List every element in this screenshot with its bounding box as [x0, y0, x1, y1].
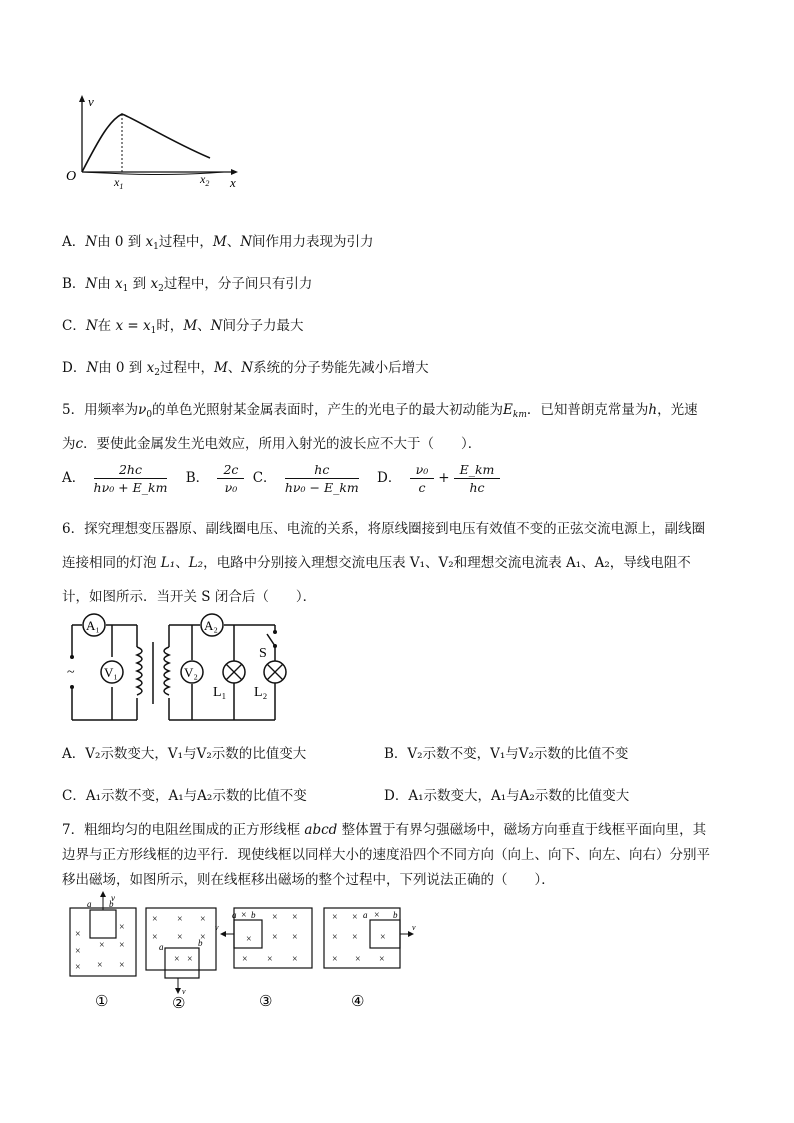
svg-text:v: v [111, 893, 115, 903]
q4-option-d[interactable]: D．N由 0 到 $x_2$过程中，M、N系统的分子势能先减小后增大 [62, 360, 429, 378]
figure-1-move-up [70, 891, 136, 1010]
svg-text:a: a [87, 899, 92, 909]
velocity-distance-graph [62, 92, 252, 197]
svg-text:×: × [200, 914, 206, 925]
svg-text:×: × [99, 940, 105, 951]
svg-text:v: v [215, 923, 219, 932]
svg-text:b: b [109, 899, 114, 909]
svg-text:×: × [352, 932, 358, 943]
graph-origin-label: O [66, 169, 77, 184]
q5-stem-line2: 为c．要使此金属发生光电效应，所用入射光的波长应不大于（ ）． [62, 436, 482, 452]
svg-text:×: × [246, 934, 252, 945]
figure-4-move-right [324, 908, 416, 1010]
lamp-l1 [223, 661, 245, 683]
svg-text:b: b [393, 910, 398, 920]
graph-y-label: v [88, 94, 94, 109]
svg-text:③: ③ [259, 994, 273, 1010]
svg-text:×: × [75, 946, 81, 957]
q7-stem-line2: 边界与正方形线框的边平行．现使线框以同样大小的速度沿四个不同方向（向上、向下、向左、向右）分别平 [62, 847, 710, 863]
q5-option-d-fraction-1: $\frac{\text{ν₀}}{c}$ [410, 462, 435, 495]
q5-option-b-fraction: $\frac{2c}{\text{ν₀}}$ [217, 462, 244, 495]
graph-x2-label: $x_2$ [200, 172, 210, 188]
svg-text:a: a [159, 942, 164, 952]
svg-text:×: × [332, 954, 338, 965]
q5-option-b[interactable]: B． $\frac{2c}{\text{ν₀}}$ [186, 470, 253, 486]
ammeter-a1-label: A₁ [86, 618, 100, 633]
magnetic-field-figures [62, 890, 432, 1020]
lamp-l2 [264, 661, 286, 683]
svg-text:×: × [352, 912, 358, 923]
graph-x1-label: $x_1$ [114, 175, 124, 191]
q5-stem-line1: 5．用频率为$\nu_0$的单色光照射某金属表面时，产生的光电子的最大初动能为$E_{km}$．已知普朗克常量为h，光速 [62, 402, 698, 420]
svg-text:×: × [75, 929, 81, 940]
svg-text:×: × [97, 960, 103, 971]
q5-option-d[interactable]: D． $\frac{\text{ν₀}}{c}$ + $\frac{E\_km}{hc}$ [377, 470, 504, 486]
svg-text:×: × [379, 954, 385, 965]
q6-stem-line3: 计，如图所示．当开关 S 闭合后（ ）． [62, 589, 317, 605]
svg-text:×: × [380, 932, 386, 943]
svg-text:b: b [198, 938, 203, 948]
q5-option-a[interactable]: A． $\frac{2hc}{\text{hν₀ + E\_km}}$ [62, 462, 168, 495]
svg-text:②: ② [172, 996, 186, 1012]
svg-text:×: × [242, 954, 248, 965]
svg-text:×: × [119, 940, 125, 951]
svg-text:b: b [251, 910, 256, 920]
svg-text:×: × [272, 912, 278, 923]
graph-curve [82, 114, 210, 172]
q7-stem-line1: 7．粗细均匀的电阻丝围成的正方形线框 abcd 整体置于有界匀强磁场中，磁场方向垂直于线框平面向里，其 [62, 822, 707, 838]
q6-option-d[interactable]: D．A₁示数变大，A₁与A₂示数的比值变大 [384, 788, 630, 804]
switch-s-label: S [259, 646, 267, 661]
q4-option-a[interactable]: A．N由 0 到 $x_1$过程中，M、N间作用力表现为引力 [62, 234, 374, 252]
svg-text:①: ① [95, 994, 109, 1010]
q7-stem-line3: 移出磁场，如图所示，则在线框移出磁场的整个过程中，下列说法正确的（ ）． [62, 872, 555, 888]
svg-text:×: × [152, 932, 158, 943]
svg-text:×: × [177, 932, 183, 943]
graph-y-arrow [79, 95, 85, 102]
voltmeter-v1-label: V₁ [104, 665, 118, 680]
svg-text:×: × [332, 932, 338, 943]
switch-s-blade [267, 634, 275, 646]
svg-text:×: × [292, 932, 298, 943]
svg-text:×: × [355, 954, 361, 965]
lamp-l2-label: L₂ [254, 685, 268, 700]
q5-options [62, 462, 504, 495]
q6-option-c[interactable]: C．A₁示数不变，A₁与A₂示数的比值不变 [62, 788, 307, 804]
q6-stem-line2: 连接相同的灯泡 L₁、L₂，电路中分别接入理想交流电压表 V₁、V₂和理想交流电流表 A₁、A₂，导线电阻不 [62, 555, 691, 571]
svg-text:④: ④ [351, 994, 365, 1010]
svg-text:×: × [374, 910, 380, 921]
ammeter-a2-label: A₂ [204, 618, 218, 633]
q5-option-c-fraction: $\frac{hc}{\text{hν₀ − E\_km}}$ [284, 462, 359, 495]
lamp-l1-label: L₁ [213, 685, 227, 700]
svg-text:v: v [182, 987, 186, 996]
svg-text:a: a [363, 910, 368, 920]
svg-text:v: v [412, 923, 416, 932]
svg-text:×: × [200, 932, 206, 943]
figure-1-wire-frame [90, 910, 116, 938]
svg-text:×: × [332, 912, 338, 923]
voltmeter-v2-label: V₂ [184, 665, 198, 680]
svg-text:×: × [292, 954, 298, 965]
q5-option-c[interactable]: C． $\frac{hc}{\text{hν₀ − E\_km}}$ [252, 462, 359, 495]
figure-2-wire-frame [165, 948, 199, 978]
svg-text:×: × [119, 922, 125, 933]
svg-text:×: × [292, 912, 298, 923]
q5-option-d-fraction-2: $\frac{E\_km}{hc}$ [454, 462, 501, 495]
svg-text:×: × [187, 954, 193, 965]
svg-text:×: × [152, 914, 158, 925]
svg-text:×: × [119, 960, 125, 971]
svg-text:×: × [267, 954, 273, 965]
svg-text:×: × [272, 932, 278, 943]
q6-option-b[interactable]: B．V₂示数不变，V₁与V₂示数的比值不变 [384, 746, 629, 762]
q6-stem-line1: 6．探究理想变压器原、副线圈电压、电流的关系，将原线圈接到电压有效值不变的正弦交流电源上，副线圈 [62, 521, 706, 537]
svg-text:×: × [177, 914, 183, 925]
q4-option-c[interactable]: C．N在 $x = x_1$时，M、N间分子力最大 [62, 318, 304, 336]
ac-source-symbol: ~ [67, 665, 75, 680]
q4-option-b[interactable]: B．N由 $x_1$ 到 $x_2$过程中，分子间只有引力 [62, 276, 313, 294]
svg-text:×: × [75, 962, 81, 973]
svg-text:×: × [241, 910, 247, 921]
figure-2-move-down [146, 908, 216, 1012]
q6-option-a[interactable]: A．V₂示数变大，V₁与V₂示数的比值变大 [62, 746, 307, 762]
figure-3-move-left [215, 908, 312, 1010]
transformer-circuit-diagram [62, 612, 302, 728]
svg-text:×: × [174, 954, 180, 965]
graph-x-label: x [230, 175, 236, 190]
q5-option-a-fraction: $\frac{2hc}{\text{hν₀ + E\_km}}$ [93, 462, 168, 495]
svg-text:a: a [232, 910, 237, 920]
